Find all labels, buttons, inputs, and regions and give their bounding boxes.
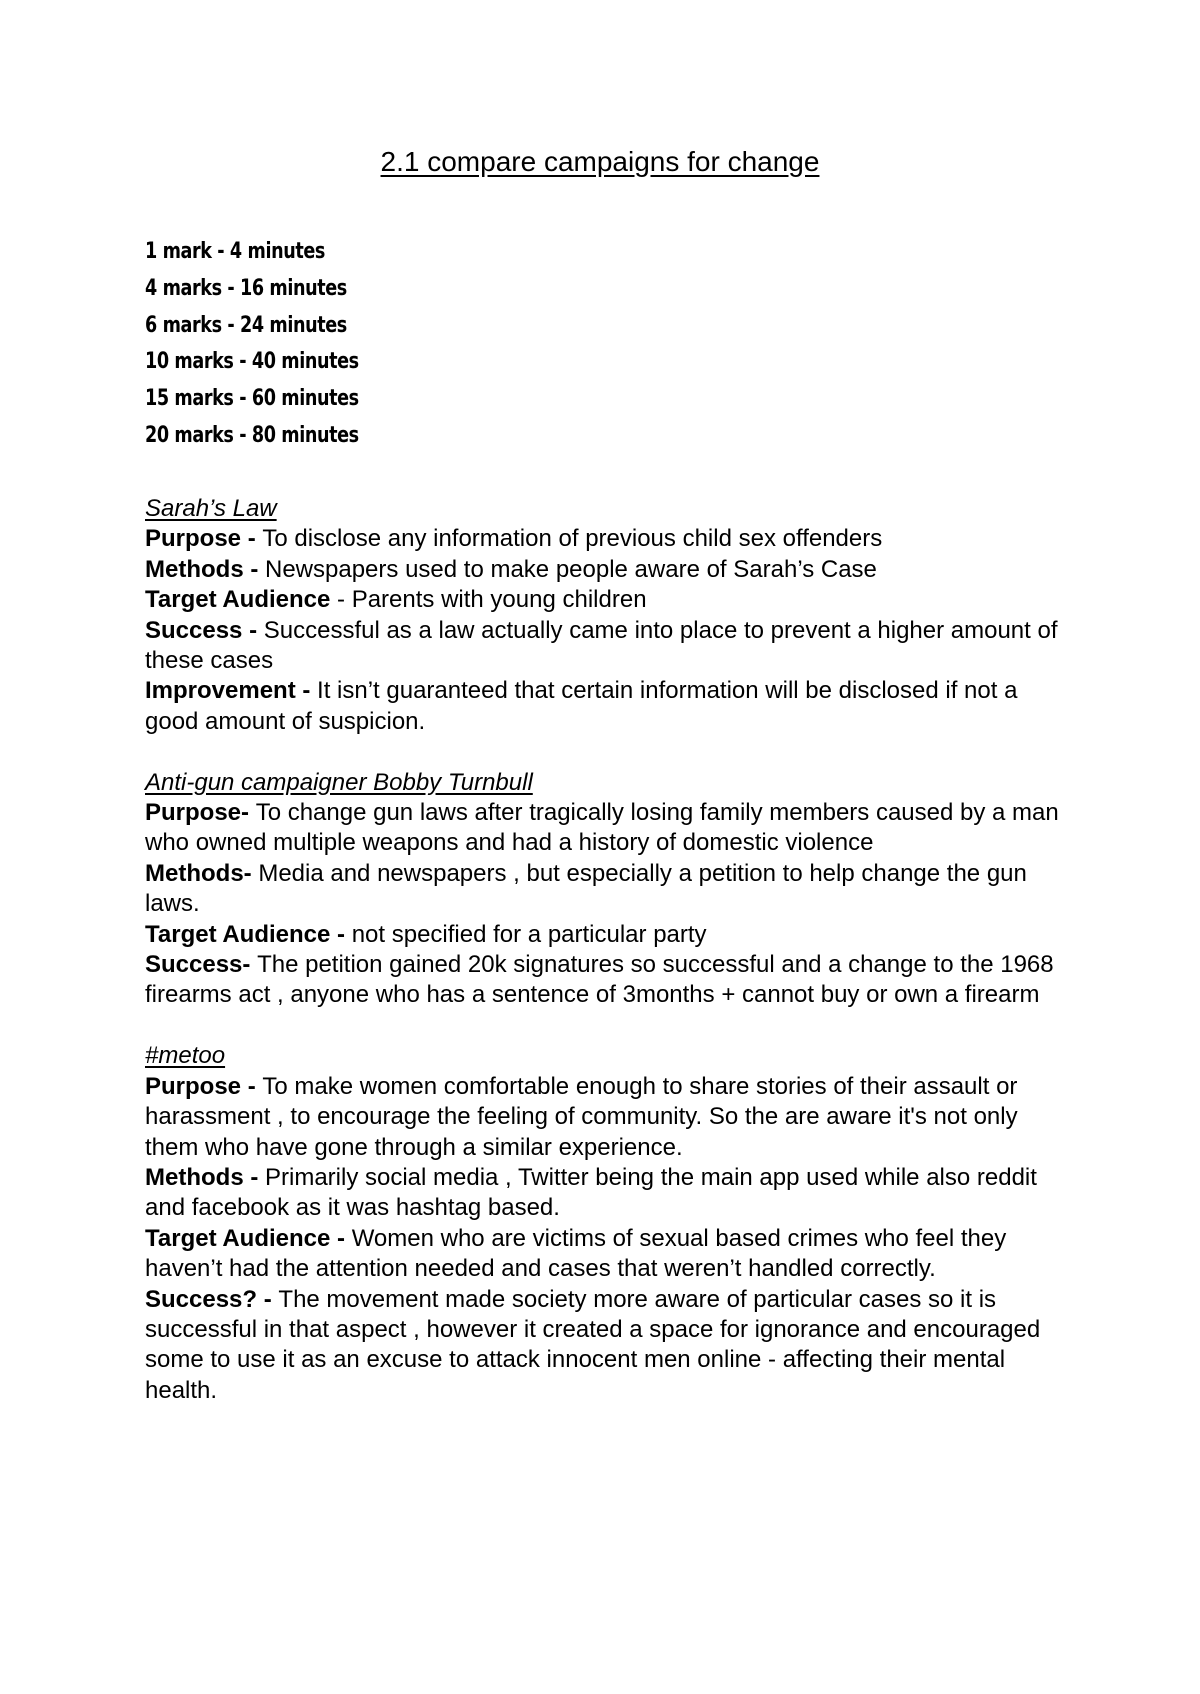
row-label: Target Audience - [145, 1224, 352, 1252]
marks-guide-item: 20 marks - 80 minutes [145, 422, 359, 448]
row-text: - Parents with young children [330, 586, 647, 614]
marks-guide-item: 6 marks - 24 minutes [145, 312, 347, 338]
row-label: Improvement - [145, 677, 318, 705]
campaign-section-sarahs-law [145, 494, 1075, 737]
row-label: Success? - [145, 1285, 279, 1313]
row-text: Media and newspapers , but especially a petition to help change the gun laws. [145, 859, 1027, 918]
marks-guide-item: 15 marks - 60 minutes [145, 386, 359, 412]
row-label: Methods - [145, 1163, 265, 1191]
section-heading: Sarah’s Law [145, 495, 277, 522]
page-title: 2.1 compare campaigns for change [380, 146, 820, 177]
row-text: The movement made society more aware of particular cases so it is successful in that aspect , however it created a space for ignorance and encouraged some to use it as an excuse to attack innocent men online - affecting their mental health. [145, 1285, 1041, 1404]
methods-row [145, 555, 1075, 585]
row-label: Success- [145, 951, 258, 979]
row-label: Success - [145, 616, 264, 644]
improvement-row [145, 676, 1075, 737]
row-text: It isn’t guaranteed that certain information will be disclosed if not a good amount of suspicion. [145, 677, 1018, 735]
row-label: Purpose- [145, 799, 256, 827]
row-text: The petition gained 20k signatures so successful and a change to the 1968 firearms act , anyone who has a sentence of 3months + cannot buy or own a firearm [145, 951, 1054, 1009]
section-heading: Anti-gun campaigner Bobby Turnbull [145, 768, 533, 796]
target-audience-row [145, 1224, 1075, 1285]
purpose-row [145, 524, 1075, 554]
row-label: Methods- [145, 859, 259, 887]
row-label: Methods - [145, 555, 265, 583]
row-label: Target Audience - [145, 920, 352, 948]
row-text: Newspapers used to make people aware of Sarah’s Case [265, 555, 877, 583]
row-text: Primarily social media , Twitter being the main app used while also reddit and facebook as it was hashtag based. [145, 1163, 1037, 1222]
purpose-row [145, 1072, 1075, 1163]
section-heading: #metoo [145, 1042, 226, 1070]
success-row [145, 1285, 1075, 1407]
campaign-section-metoo [145, 1041, 1075, 1406]
row-text: To make women comfortable enough to share stories of their assault or harassment , to encourage the feeling of community. So the are aware it's not only them who have gone through a similar experience. [145, 1072, 1018, 1161]
row-label: Purpose - [145, 1072, 263, 1100]
target-audience-row [145, 585, 1075, 615]
campaign-section-anti-gun [145, 768, 1075, 1011]
methods-row [145, 1163, 1075, 1224]
row-text: To disclose any information of previous child sex offenders [262, 525, 883, 553]
campaigns-content [145, 494, 1075, 1437]
target-audience-row [145, 920, 1075, 950]
row-text: To change gun laws after tragically losing family members caused by a man who owned multiple weapons and had a history of domestic violence [145, 799, 1059, 857]
marks-guide-item: 10 marks - 40 minutes [145, 349, 359, 375]
row-text: not specified for a particular party [351, 920, 707, 948]
success-row [145, 616, 1075, 677]
row-text: Successful as a law actually came into place to prevent a higher amount of these cases [145, 616, 1058, 675]
methods-row [145, 859, 1075, 920]
row-text: Women who are victims of sexual based crimes who feel they haven’t had the attention needed and cases that weren’t handled correctly. [145, 1224, 1007, 1283]
marks-time-guide [145, 234, 359, 455]
marks-guide-item: 4 marks - 16 minutes [145, 275, 347, 301]
success-row [145, 950, 1075, 1011]
row-label: Purpose - [145, 525, 263, 553]
marks-guide-item: 1 mark - 4 minutes [145, 239, 325, 264]
row-label: Target Audience [145, 586, 331, 614]
purpose-row [145, 798, 1075, 859]
